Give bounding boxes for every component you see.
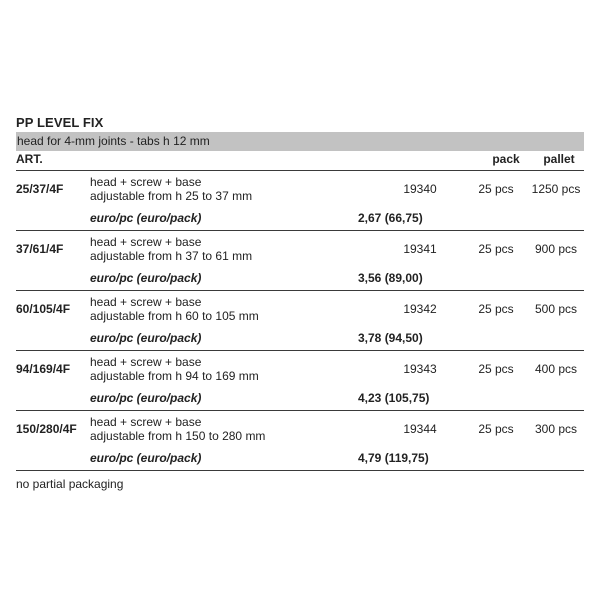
item-price: 4,79 (119,75): [358, 451, 429, 465]
price-list: [16, 113, 584, 491]
item-pack: 25 pcs: [478, 422, 514, 436]
footnote: no partial packaging: [16, 477, 124, 491]
item-pallet: 900 pcs: [534, 242, 578, 256]
item-code: 94/169/4F: [16, 362, 71, 376]
header-pallet: pallet: [543, 152, 575, 166]
item-description-line2: adjustable from h 37 to 61 mm: [90, 249, 253, 263]
item-description-line1: head + screw + base: [90, 415, 202, 429]
item-pack: 25 pcs: [478, 242, 514, 256]
item-pallet: 500 pcs: [534, 302, 578, 316]
item-price-label: euro/pc (euro/pack): [90, 331, 202, 345]
table-row: [16, 231, 584, 291]
item-pallet: 300 pcs: [534, 422, 578, 436]
item-code: 25/37/4F: [16, 182, 64, 196]
item-description-line2: adjustable from h 60 to 105 mm: [90, 309, 259, 323]
item-price: 3,56 (89,00): [358, 271, 423, 285]
product-title: PP LEVEL FIX: [16, 115, 104, 130]
item-price-label: euro/pc (euro/pack): [90, 211, 202, 225]
item-price-label: euro/pc (euro/pack): [90, 451, 202, 465]
item-description-line1: head + screw + base: [90, 235, 202, 249]
item-pack: 25 pcs: [478, 182, 514, 196]
item-article-number: 19343: [403, 362, 437, 376]
item-code: 60/105/4F: [16, 302, 71, 316]
product-subtitle: head for 4-mm joints - tabs h 12 mm: [16, 132, 584, 151]
item-price-label: euro/pc (euro/pack): [90, 391, 202, 405]
item-code: 37/61/4F: [16, 242, 64, 256]
header-pack: pack: [492, 152, 520, 166]
item-description-line2: adjustable from h 25 to 37 mm: [90, 189, 253, 203]
table-row: [16, 291, 584, 351]
item-pack: 25 pcs: [478, 362, 514, 376]
item-pallet: 1250 pcs: [531, 182, 581, 196]
item-description-line1: head + screw + base: [90, 175, 202, 189]
table-row: [16, 411, 584, 471]
item-price: 3,78 (94,50): [358, 331, 423, 345]
item-article-number: 19341: [403, 242, 437, 256]
item-article-number: 19340: [403, 182, 437, 196]
item-article-number: 19344: [403, 422, 437, 436]
item-article-number: 19342: [403, 302, 437, 316]
item-pack: 25 pcs: [478, 302, 514, 316]
table-row: [16, 351, 584, 411]
item-description-line1: head + screw + base: [90, 355, 202, 369]
item-description-line2: adjustable from h 94 to 169 mm: [90, 369, 259, 383]
item-code: 150/280/4F: [16, 422, 77, 436]
header-art: ART.: [16, 152, 43, 166]
item-price: 4,23 (105,75): [358, 391, 430, 405]
item-description-line1: head + screw + base: [90, 295, 202, 309]
item-description-line2: adjustable from h 150 to 280 mm: [90, 429, 266, 443]
table-row: [16, 171, 584, 231]
item-pallet: 400 pcs: [534, 362, 578, 376]
table-header: [16, 151, 584, 171]
item-price-label: euro/pc (euro/pack): [90, 271, 202, 285]
item-price: 2,67 (66,75): [358, 211, 423, 225]
